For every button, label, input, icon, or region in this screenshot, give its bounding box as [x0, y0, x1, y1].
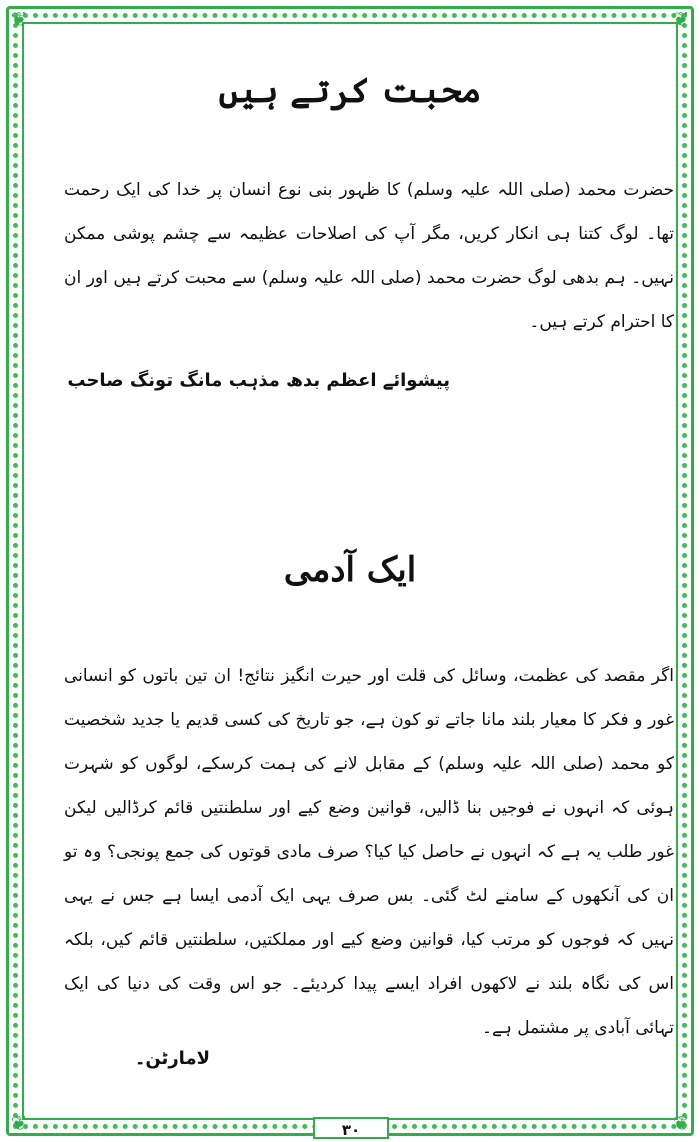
section-2-heading: ایک آدمی	[283, 550, 417, 590]
page-number: ۳۰	[313, 1117, 389, 1139]
section-1-attribution: پیشوائے اعظم بدھ مذہب مانگ تونگ صاحب	[67, 370, 450, 391]
section-1-paragraph: حضرت محمد (صلی اللہ علیہ وسلم) کا ظہور بنی نوع انسان پر خدا کی ایک رحمت تھا۔ لوگ کتنا ہی انکار کریں، مگر آپ کی اصلاحات عظیمہ سے چشم پوشی ممکن نہیں۔ ہم بدھی لوگ حضرت محمد (صلی اللہ علیہ وسلم) سے محبت کرتے ہیں اور ان کا احترام کرتے ہیں۔	[64, 180, 674, 332]
corner-ornament-icon: ❦	[10, 1111, 28, 1135]
section-2-paragraph: اگر مقصد کی عظمت، وسائل کی قلت اور حیرت انگیز نتائج! ان تین باتوں کو انسانی غور و فکر کا معیار بلند مانا جاتے تو کون ہے، جو تاریخ کی کسی قدیم یا جدید شخصیت کو محمد (صلی اللہ علیہ وسلم) کے مقابل لانے کی ہمت کرسکے، لوگوں کو شہرت ہوئی کہ انہوں نے فوجیں بنا ڈالیں، قوانین وضع کیے اور سلطنتیں قائم کرڈالیں لیکن غور طلب یہ ہے کہ انہوں نے حاصل کیا کیا؟ صرف مادی قوتوں کی جمع پونجی؟ وہ تو ان کی آنکھوں کے سامنے لٹ گئی۔ بس صرف یہی ایک آدمی ایسا ہے جس نے یہی نہیں کہ فوجوں کو مرتب کیا، قوانین وضع کیے اور مملکتیں، سلطنتیں قائم کیں، بلکہ اس کی نگاہ بلند نے لاکھوں افراد ایسے پیدا کردیئے۔ جو اس وقت کی دنیا کی ایک تہائی آبادی پر مشتمل ہے۔	[64, 666, 674, 1038]
page-content	[30, 30, 674, 1090]
corner-ornament-icon: ❦	[672, 1111, 690, 1135]
corner-ornament-icon: ❦	[672, 7, 690, 31]
section-1-heading: محبت کرتے ہیں	[218, 71, 482, 111]
corner-ornament-icon: ❦	[10, 7, 28, 31]
section-2-attribution: لامارٹن۔	[134, 1048, 210, 1069]
